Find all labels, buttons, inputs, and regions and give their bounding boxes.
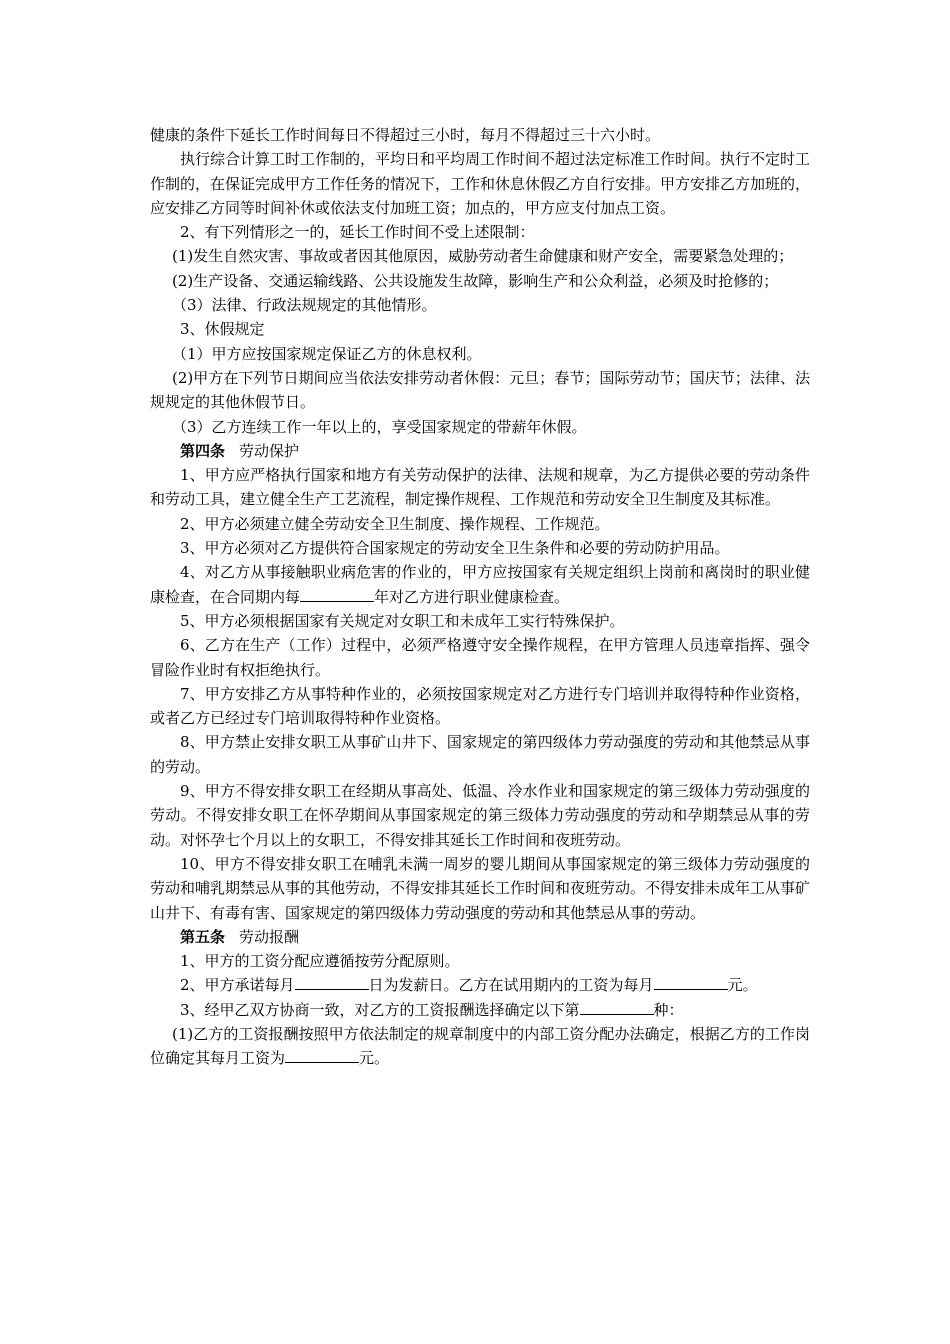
fill-in-blank[interactable] [300, 587, 374, 602]
fill-in-blank[interactable] [285, 1048, 359, 1063]
paragraph: （3）乙方连续工作一年以上的，享受国家规定的带薪年休假。 [172, 417, 587, 436]
paragraph: 2、甲方必须建立健全劳动安全卫生制度、操作规程、工作规范。 [180, 514, 610, 533]
paragraph: (2)生产设备、交通运输线路、公共设施发生故障，影响生产和公众利益，必须及时抢修的； [172, 271, 779, 290]
paragraph-text: 2、甲方承诺每月 [180, 976, 295, 995]
paragraph: 2、有下列情形之一的，延长工作时间不受上述限制： [180, 223, 535, 242]
paragraph: 6、乙方在生产（工作）过程中，必须严格遵守安全操作规程，在甲方管理人员违章指挥、强令冒险作业时有权拒绝执行。 [150, 636, 810, 679]
paragraph [150, 560, 810, 609]
paragraph: 3、甲方必须对乙方提供符合国家规定的劳动安全卫生条件和必要的劳动防护用品。 [180, 539, 730, 558]
paragraph: 10、甲方不得安排女职工在哺乳未满一周岁的婴儿期间从事国家规定的第三级体力劳动强度的劳动和哺乳期禁忌从事的其他劳动，不得安排其延长工作时间和夜班劳动。不得安排未成年工从事矿山井下、有毒有害、国家规定的第四级体力劳动强度的劳动和其他禁忌从事的劳动。 [150, 854, 811, 922]
paragraph-text: 元。 [727, 976, 758, 995]
paragraph [150, 973, 810, 997]
paragraph: 7、甲方安排乙方从事特种作业的，必须按国家规定对乙方进行专门培训并取得特种作业资格，或者乙方已经过专门培训取得特种作业资格。 [150, 684, 810, 728]
paragraph-text: 元。 [359, 1049, 390, 1068]
article-heading [150, 439, 810, 463]
fill-in-blank[interactable] [654, 975, 728, 990]
fill-in-blank[interactable] [295, 975, 369, 990]
paragraph [150, 1022, 810, 1071]
article-number: 第五条 [180, 927, 226, 946]
paragraph: 3、休假规定 [180, 320, 265, 339]
fill-in-blank[interactable] [580, 1000, 654, 1015]
paragraph: 1、甲方应严格执行国家和地方有关劳动保护的法律、法规和规章，为乙方提供必要的劳动条件和劳动工具，建立健全生产工艺流程，制定操作规程、工作规范和劳动安全卫生制度及其标准。 [150, 466, 810, 509]
paragraph-text: 3、经甲乙双方协商一致，对乙方的工资报酬选择确定以下第 [180, 1000, 580, 1019]
article-heading [150, 925, 810, 949]
paragraph: 1、甲方的工资分配应遵循按劳分配原则。 [180, 952, 460, 971]
article-title: 劳动报酬 [239, 927, 300, 946]
paragraph: (1)发生自然灾害、事故或者因其他原因，威胁劳动者生命健康和财产安全，需要紧急处理的； [172, 247, 794, 266]
paragraph: (2)甲方在下列节日期间应当依法安排劳动者休假：元旦；春节；国际劳动节；国庆节；法律、法规规定的其他休假节日。 [150, 368, 810, 412]
paragraph: （1）甲方应按国家规定保证乙方的休息权利。 [172, 344, 482, 363]
paragraph [150, 998, 810, 1022]
paragraph-text: 4、对乙方从事接触职业病危害的作业的，甲方应按国家有关规定组织上岗前和离岗时的职业健康检查，在合同期内每 [150, 563, 810, 606]
paragraph: 9、甲方不得安排女职工在经期从事高处、低温、冷水作业和国家规定的第三级体力劳动强度的劳动。不得安排女职工在怀孕期间从事国家规定的第三级体力劳动强度的劳动和孕期禁忌从事的劳动。对怀孕七个月以上的女职工，不得安排其延长工作时间和夜班劳动。 [150, 782, 810, 849]
paragraph: 5、甲方必须根据国家有关规定对女职工和未成年工实行特殊保护。 [180, 611, 625, 630]
paragraph-text: (1)乙方的工资报酬按照甲方依法制定的规章制度中的内部工资分配办法确定，根据乙方的工作岗位确定其每月工资为 [150, 1024, 810, 1068]
paragraph: （3）法律、行政法规规定的其他情形。 [172, 296, 437, 315]
paragraph-text: 种： [653, 1000, 684, 1019]
paragraph: 健康的条件下延长工作时间每日不得超过三小时，每月不得超过三十六小时。 [150, 126, 661, 144]
article-title: 劳动保护 [239, 441, 300, 460]
paragraph: 执行综合计算工时工作制的，平均日和平均周工作时间不超过法定标准工作时间。执行不定时工作制的，在保证完成甲方工作任务的情况下，工作和休息休假乙方自行安排。甲方安排乙方加班的，应安排乙方同等时间补休或依法支付加班工资；加点的，甲方应支付加点工资。 [150, 150, 811, 217]
paragraph: 8、甲方禁止安排女职工从事矿山井下、国家规定的第四级体力劳动强度的劳动和其他禁忌从事的劳动。 [150, 733, 810, 776]
paragraph-text: 年对乙方进行职业健康检查。 [374, 587, 570, 606]
paragraph-text: 日为发薪日。乙方在试用期内的工资为每月 [368, 976, 654, 995]
article-number: 第四条 [180, 441, 226, 460]
document-page [150, 123, 810, 1071]
